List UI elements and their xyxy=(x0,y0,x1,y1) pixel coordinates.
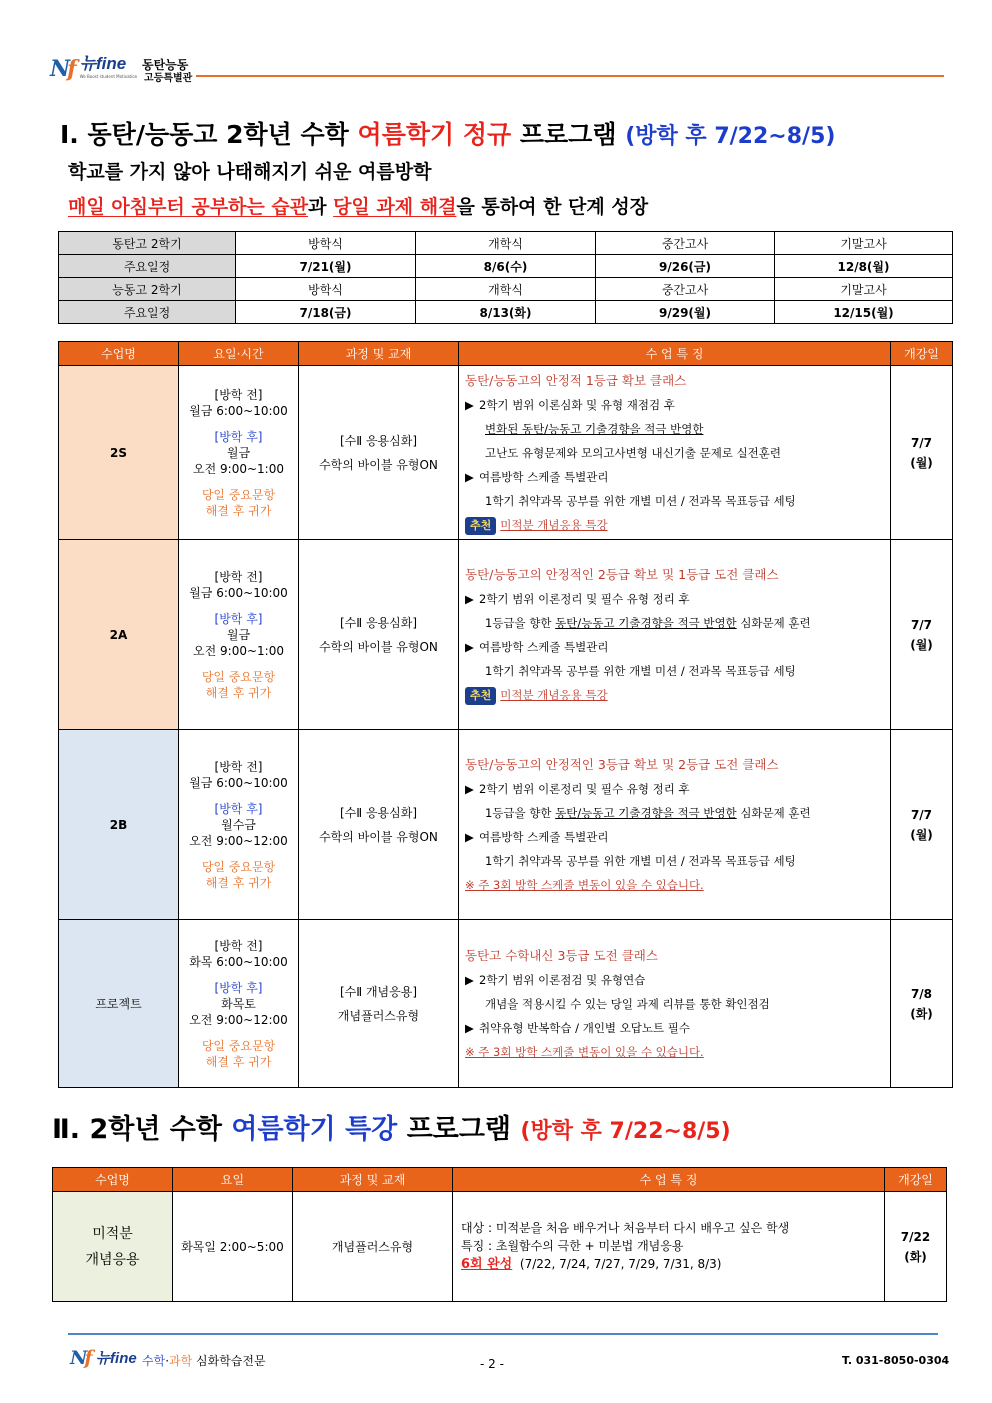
schedule-label: 동탄고 2학기 xyxy=(59,232,236,255)
feature-title: 동탄/능동고의 안정적 1등급 확보 클래스 xyxy=(465,372,687,388)
feature-text: 1등급을 향한 xyxy=(485,615,556,630)
subtitle2-post: 을 통하여 한 단계 성장 xyxy=(456,196,649,218)
schedule-table xyxy=(58,231,953,324)
time-note2: 해결 후 귀가 xyxy=(205,1054,272,1069)
feature-title: 동탄고 수학내신 3등급 도전 클래스 xyxy=(465,947,658,963)
logo-slogan: We Boost student Motivation xyxy=(79,74,138,79)
logo-text: 뉴fine xyxy=(95,1350,137,1367)
section1-subtitle1: 학교를 가지 않아 나태해지기 쉬운 여름방학 xyxy=(68,161,432,183)
section1-title xyxy=(60,120,835,152)
section2-title-period: (방학 후 7/22~8/5) xyxy=(520,1119,731,1144)
feature-text: 2학기 범위 이론심화 및 유형 재점검 후 xyxy=(479,397,675,412)
feature-line xyxy=(465,968,890,992)
footer-logo xyxy=(70,1348,137,1368)
open-day: (월) xyxy=(910,637,933,652)
special-feature-line: 특징 : 초월함수의 극한 + 미분법 개념응용 xyxy=(461,1239,684,1253)
schedule-date: 12/15(월) xyxy=(775,301,953,324)
schedule-event: 기말고사 xyxy=(775,232,953,255)
special-feature-line xyxy=(461,1255,884,1274)
footer-sep: · xyxy=(165,1354,170,1368)
schedule-date: 8/13(화) xyxy=(416,301,596,324)
footer-phone: T. 031-8050-0304 xyxy=(842,1354,950,1367)
open-date: 7/22 xyxy=(900,1229,931,1244)
time-after-days: 월금 xyxy=(226,627,251,642)
table-row xyxy=(59,730,953,920)
feature-line xyxy=(465,1016,890,1040)
feature-line xyxy=(465,587,890,611)
time-before-label: [방학 전] xyxy=(214,938,263,953)
header-cell: 과정 및 교재 xyxy=(293,1168,453,1192)
table-row xyxy=(59,540,953,730)
time-before-label: [방학 전] xyxy=(214,569,263,584)
triangle-icon: ▶ xyxy=(465,591,474,606)
feature-text-underlined: 동탄/능동고 기출경향을 적극 반영한 xyxy=(555,615,737,630)
header-cell: 수업명 xyxy=(59,342,179,366)
recommend-line xyxy=(465,683,890,707)
course-book: 수학의 바이블 유형ON xyxy=(319,457,438,472)
open-day: (화) xyxy=(904,1249,927,1264)
class-course xyxy=(299,540,459,730)
course-book: 수학의 바이블 유형ON xyxy=(319,829,438,844)
time-after-label: [방학 후] xyxy=(214,611,263,626)
schedule-event: 기말고사 xyxy=(775,278,953,301)
section2-title xyxy=(52,1115,731,1147)
feature-text-underlined: 동탄/능동고 기출경향을 적극 반영한 xyxy=(555,805,737,820)
schedule-event: 개학식 xyxy=(416,232,596,255)
time-before: 화목 6:00~10:00 xyxy=(189,954,288,969)
time-after: 오전 9:00~1:00 xyxy=(193,461,284,476)
time-after: 오전 9:00~12:00 xyxy=(189,1012,288,1027)
special-table-header xyxy=(53,1168,947,1192)
class-open-date xyxy=(891,730,953,920)
time-note2: 해결 후 귀가 xyxy=(205,685,272,700)
feature-line xyxy=(465,635,890,659)
triangle-icon: ▶ xyxy=(465,397,474,412)
time-note1: 당일 중요문항 xyxy=(201,859,276,874)
section1-numeral: I. xyxy=(60,120,79,149)
header-divider xyxy=(196,75,944,77)
time-after-label: [방학 후] xyxy=(214,801,263,816)
time-before: 월금 6:00~10:00 xyxy=(189,403,288,418)
schedule-date: 12/8(월) xyxy=(775,255,953,278)
time-note1: 당일 중요문항 xyxy=(201,487,276,502)
section1-title-pre: 동탄/능동고 2학년 수학 xyxy=(87,120,349,149)
open-date: 7/8 xyxy=(910,986,933,1001)
feature-line xyxy=(465,393,890,417)
open-date: 7/7 xyxy=(910,435,933,450)
triangle-icon: ▶ xyxy=(465,972,474,987)
schedule-date: 8/6(수) xyxy=(416,255,596,278)
schedule-row xyxy=(59,232,953,255)
section1-subtitle2 xyxy=(68,195,648,219)
course-name: [수Ⅱ 개념응용] xyxy=(339,984,418,999)
logo-mark: Nf xyxy=(50,56,74,82)
campus-name xyxy=(142,58,192,86)
special-name-line1: 미적분 xyxy=(92,1225,133,1242)
special-feature-line: 대상 : 미적분을 처음 배우거나 처음부터 다시 배우고 싶은 학생 xyxy=(461,1221,790,1235)
time-note1: 당일 중요문항 xyxy=(201,669,276,684)
logo-mark: Nf xyxy=(70,1347,90,1369)
recommend-line xyxy=(465,513,890,537)
class-name: 2B xyxy=(59,730,179,920)
feature-text: 2학기 범위 이론정리 및 필수 유형 정리 후 xyxy=(479,781,690,796)
feature-line: 변화된 동탄/능동고 기출경향을 적극 반영한 xyxy=(485,421,704,436)
time-after-label: [방학 후] xyxy=(214,429,263,444)
special-count: 6회 완성 xyxy=(461,1257,513,1272)
time-note2: 해결 후 귀가 xyxy=(205,875,272,890)
class-features xyxy=(459,540,891,730)
schedule-row xyxy=(59,278,953,301)
feature-line xyxy=(465,777,890,801)
time-after-label: [방학 후] xyxy=(214,980,263,995)
time-note1: 당일 중요문항 xyxy=(201,1038,276,1053)
course-name: [수Ⅱ 응용심화] xyxy=(339,615,418,630)
time-before-label: [방학 전] xyxy=(214,759,263,774)
time-after-days: 화목토 xyxy=(221,996,256,1011)
footer-slogan-text: 심화학습전문 xyxy=(196,1354,266,1368)
open-day: (월) xyxy=(910,827,933,842)
feature-line xyxy=(465,825,890,849)
class-course xyxy=(299,920,459,1088)
class-time xyxy=(179,920,299,1088)
feature-line xyxy=(465,465,890,489)
schedule-note: ※ 주 3회 방학 스케줄 변동이 있을 수 있습니다. xyxy=(465,877,704,892)
schedule-row xyxy=(59,255,953,278)
special-name-line2: 개념응용 xyxy=(85,1251,140,1268)
header-cell: 개강일 xyxy=(891,342,953,366)
schedule-date: 9/29(월) xyxy=(596,301,775,324)
course-name: [수Ⅱ 응용심화] xyxy=(339,805,418,820)
footer-divider xyxy=(68,1333,938,1335)
schedule-label: 주요일정 xyxy=(59,301,236,324)
footer-subject-b: 과학 xyxy=(169,1354,193,1368)
triangle-icon: ▶ xyxy=(465,781,474,796)
schedule-event: 개학식 xyxy=(416,278,596,301)
class-name: 프로젝트 xyxy=(59,920,179,1088)
course-name: [수Ⅱ 응용심화] xyxy=(339,433,418,448)
campus-line2: 고등특별관 xyxy=(144,73,193,84)
feature-text: 여름방학 스케줄 특별관리 xyxy=(479,639,609,654)
schedule-note: ※ 주 3회 방학 스케줄 변동이 있을 수 있습니다. xyxy=(465,1044,704,1059)
recommend-text: 미적분 개념응용 특강 xyxy=(500,517,608,532)
feature-line: 1학기 취약과목 공부를 위한 개별 미션 / 전과목 목표등급 세팅 xyxy=(485,853,796,868)
logo-text: 뉴fine xyxy=(79,54,127,73)
course-book: 개념플러스유형 xyxy=(337,1008,420,1023)
header-cell: 수 업 특 징 xyxy=(453,1168,885,1192)
schedule-date: 9/26(금) xyxy=(596,255,775,278)
special-days: 화목일 2:00~5:00 xyxy=(173,1192,293,1302)
special-table xyxy=(52,1167,947,1302)
time-after-days: 월수금 xyxy=(221,817,256,832)
table-row xyxy=(59,920,953,1088)
feature-text: 심화문제 훈련 xyxy=(736,805,811,820)
table-row xyxy=(53,1192,947,1302)
feature-text: 1등급을 향한 xyxy=(485,805,556,820)
triangle-icon: ▶ xyxy=(465,829,474,844)
time-after: 오전 9:00~1:00 xyxy=(193,643,284,658)
schedule-event: 방학식 xyxy=(236,232,416,255)
time-before-label: [방학 전] xyxy=(214,387,263,402)
open-day: (월) xyxy=(910,455,933,470)
class-course xyxy=(299,366,459,540)
section2-title-pre: 2학년 수학 xyxy=(89,1114,222,1145)
special-features xyxy=(453,1192,885,1302)
subtitle2-mid: 과 xyxy=(308,196,334,218)
schedule-event: 중간고사 xyxy=(596,232,775,255)
section1-title-post: 프로그램 xyxy=(519,120,617,149)
feature-title: 동탄/능동고의 안정적인 2등급 확보 및 1등급 도전 클래스 xyxy=(465,566,779,582)
open-date: 7/7 xyxy=(910,617,933,632)
feature-line: 1학기 취약과목 공부를 위한 개별 미션 / 전과목 목표등급 세팅 xyxy=(485,493,796,508)
time-after: 오전 9:00~12:00 xyxy=(189,833,288,848)
class-time xyxy=(179,730,299,920)
section1-title-period: (방학 후 7/22~8/5) xyxy=(625,124,836,149)
schedule-date: 7/21(월) xyxy=(236,255,416,278)
time-before: 월금 6:00~10:00 xyxy=(189,585,288,600)
header-cell: 요일 xyxy=(173,1168,293,1192)
subtitle2-red2: 당일 과제 해결 xyxy=(333,196,457,218)
feature-line: 1학기 취약과목 공부를 위한 개별 미션 / 전과목 목표등급 세팅 xyxy=(485,663,796,678)
class-name: 2A xyxy=(59,540,179,730)
recommend-badge: 추천 xyxy=(465,517,496,535)
special-class-name xyxy=(53,1192,173,1302)
feature-text: 여름방학 스케줄 특별관리 xyxy=(479,469,609,484)
class-table xyxy=(58,341,953,1088)
course-book: 수학의 바이블 유형ON xyxy=(319,639,438,654)
schedule-event: 중간고사 xyxy=(596,278,775,301)
class-time xyxy=(179,540,299,730)
header-logo xyxy=(50,54,138,82)
triangle-icon: ▶ xyxy=(465,469,474,484)
class-time xyxy=(179,366,299,540)
section2-title-blue: 여름학기 특강 xyxy=(231,1114,398,1145)
section2-numeral: Ⅱ. xyxy=(52,1114,81,1145)
header-cell: 수 업 특 징 xyxy=(459,342,891,366)
schedule-label: 능동고 2학기 xyxy=(59,278,236,301)
subtitle2-red1: 매일 아침부터 공부하는 습관 xyxy=(68,196,309,218)
feature-text: 2학기 범위 이론정리 및 필수 유형 정리 후 xyxy=(479,591,690,606)
schedule-event: 방학식 xyxy=(236,278,416,301)
header-cell: 요일·시간 xyxy=(179,342,299,366)
special-course: 개념플러스유형 xyxy=(293,1192,453,1302)
feature-text: 심화문제 훈련 xyxy=(736,615,811,630)
table-row xyxy=(59,366,953,540)
triangle-icon: ▶ xyxy=(465,639,474,654)
class-open-date xyxy=(891,540,953,730)
header-cell: 개강일 xyxy=(885,1168,947,1192)
feature-line xyxy=(465,801,890,825)
class-table-header xyxy=(59,342,953,366)
special-dates: (7/22, 7/24, 7/27, 7/29, 7/31, 8/3) xyxy=(519,1257,722,1271)
class-open-date xyxy=(891,920,953,1088)
special-open-date xyxy=(885,1192,947,1302)
feature-line: 개념을 적용시킬 수 있는 당일 과제 리뷰를 통한 확인점검 xyxy=(485,996,770,1011)
schedule-label: 주요일정 xyxy=(59,255,236,278)
open-date: 7/7 xyxy=(910,807,933,822)
footer-subject-a: 수학 xyxy=(142,1354,166,1368)
open-day: (화) xyxy=(910,1006,933,1021)
recommend-badge: 추천 xyxy=(465,687,496,705)
header-cell: 수업명 xyxy=(53,1168,173,1192)
section1-title-red: 여름학기 정규 xyxy=(357,120,512,149)
feature-line: 고난도 유형문제와 모의고사변형 내신기출 문제로 실전훈련 xyxy=(485,445,781,460)
feature-title: 동탄/능동고의 안정적인 3등급 확보 및 2등급 도전 클래스 xyxy=(465,756,779,772)
feature-text: 취약유형 반복학습 / 개인별 오답노트 필수 xyxy=(479,1020,691,1035)
schedule-row xyxy=(59,301,953,324)
footer-slogan xyxy=(142,1352,266,1369)
schedule-date: 7/18(금) xyxy=(236,301,416,324)
class-features xyxy=(459,730,891,920)
recommend-text: 미적분 개념응용 특강 xyxy=(500,687,608,702)
header-cell: 과정 및 교재 xyxy=(299,342,459,366)
section2-title-post: 프로그램 xyxy=(406,1114,512,1145)
feature-line xyxy=(465,611,890,635)
feature-text: 2학기 범위 이론점검 및 유형연습 xyxy=(479,972,646,987)
feature-text: 여름방학 스케줄 특별관리 xyxy=(479,829,609,844)
campus-line1: 동탄능동 xyxy=(142,58,189,72)
time-after-days: 월금 xyxy=(226,445,251,460)
page-number: - 2 - xyxy=(480,1357,504,1371)
time-before: 월금 6:00~10:00 xyxy=(189,775,288,790)
class-course xyxy=(299,730,459,920)
triangle-icon: ▶ xyxy=(465,1020,474,1035)
class-name: 2S xyxy=(59,366,179,540)
time-note2: 해결 후 귀가 xyxy=(205,503,272,518)
class-features xyxy=(459,366,891,540)
class-features xyxy=(459,920,891,1088)
class-open-date xyxy=(891,366,953,540)
